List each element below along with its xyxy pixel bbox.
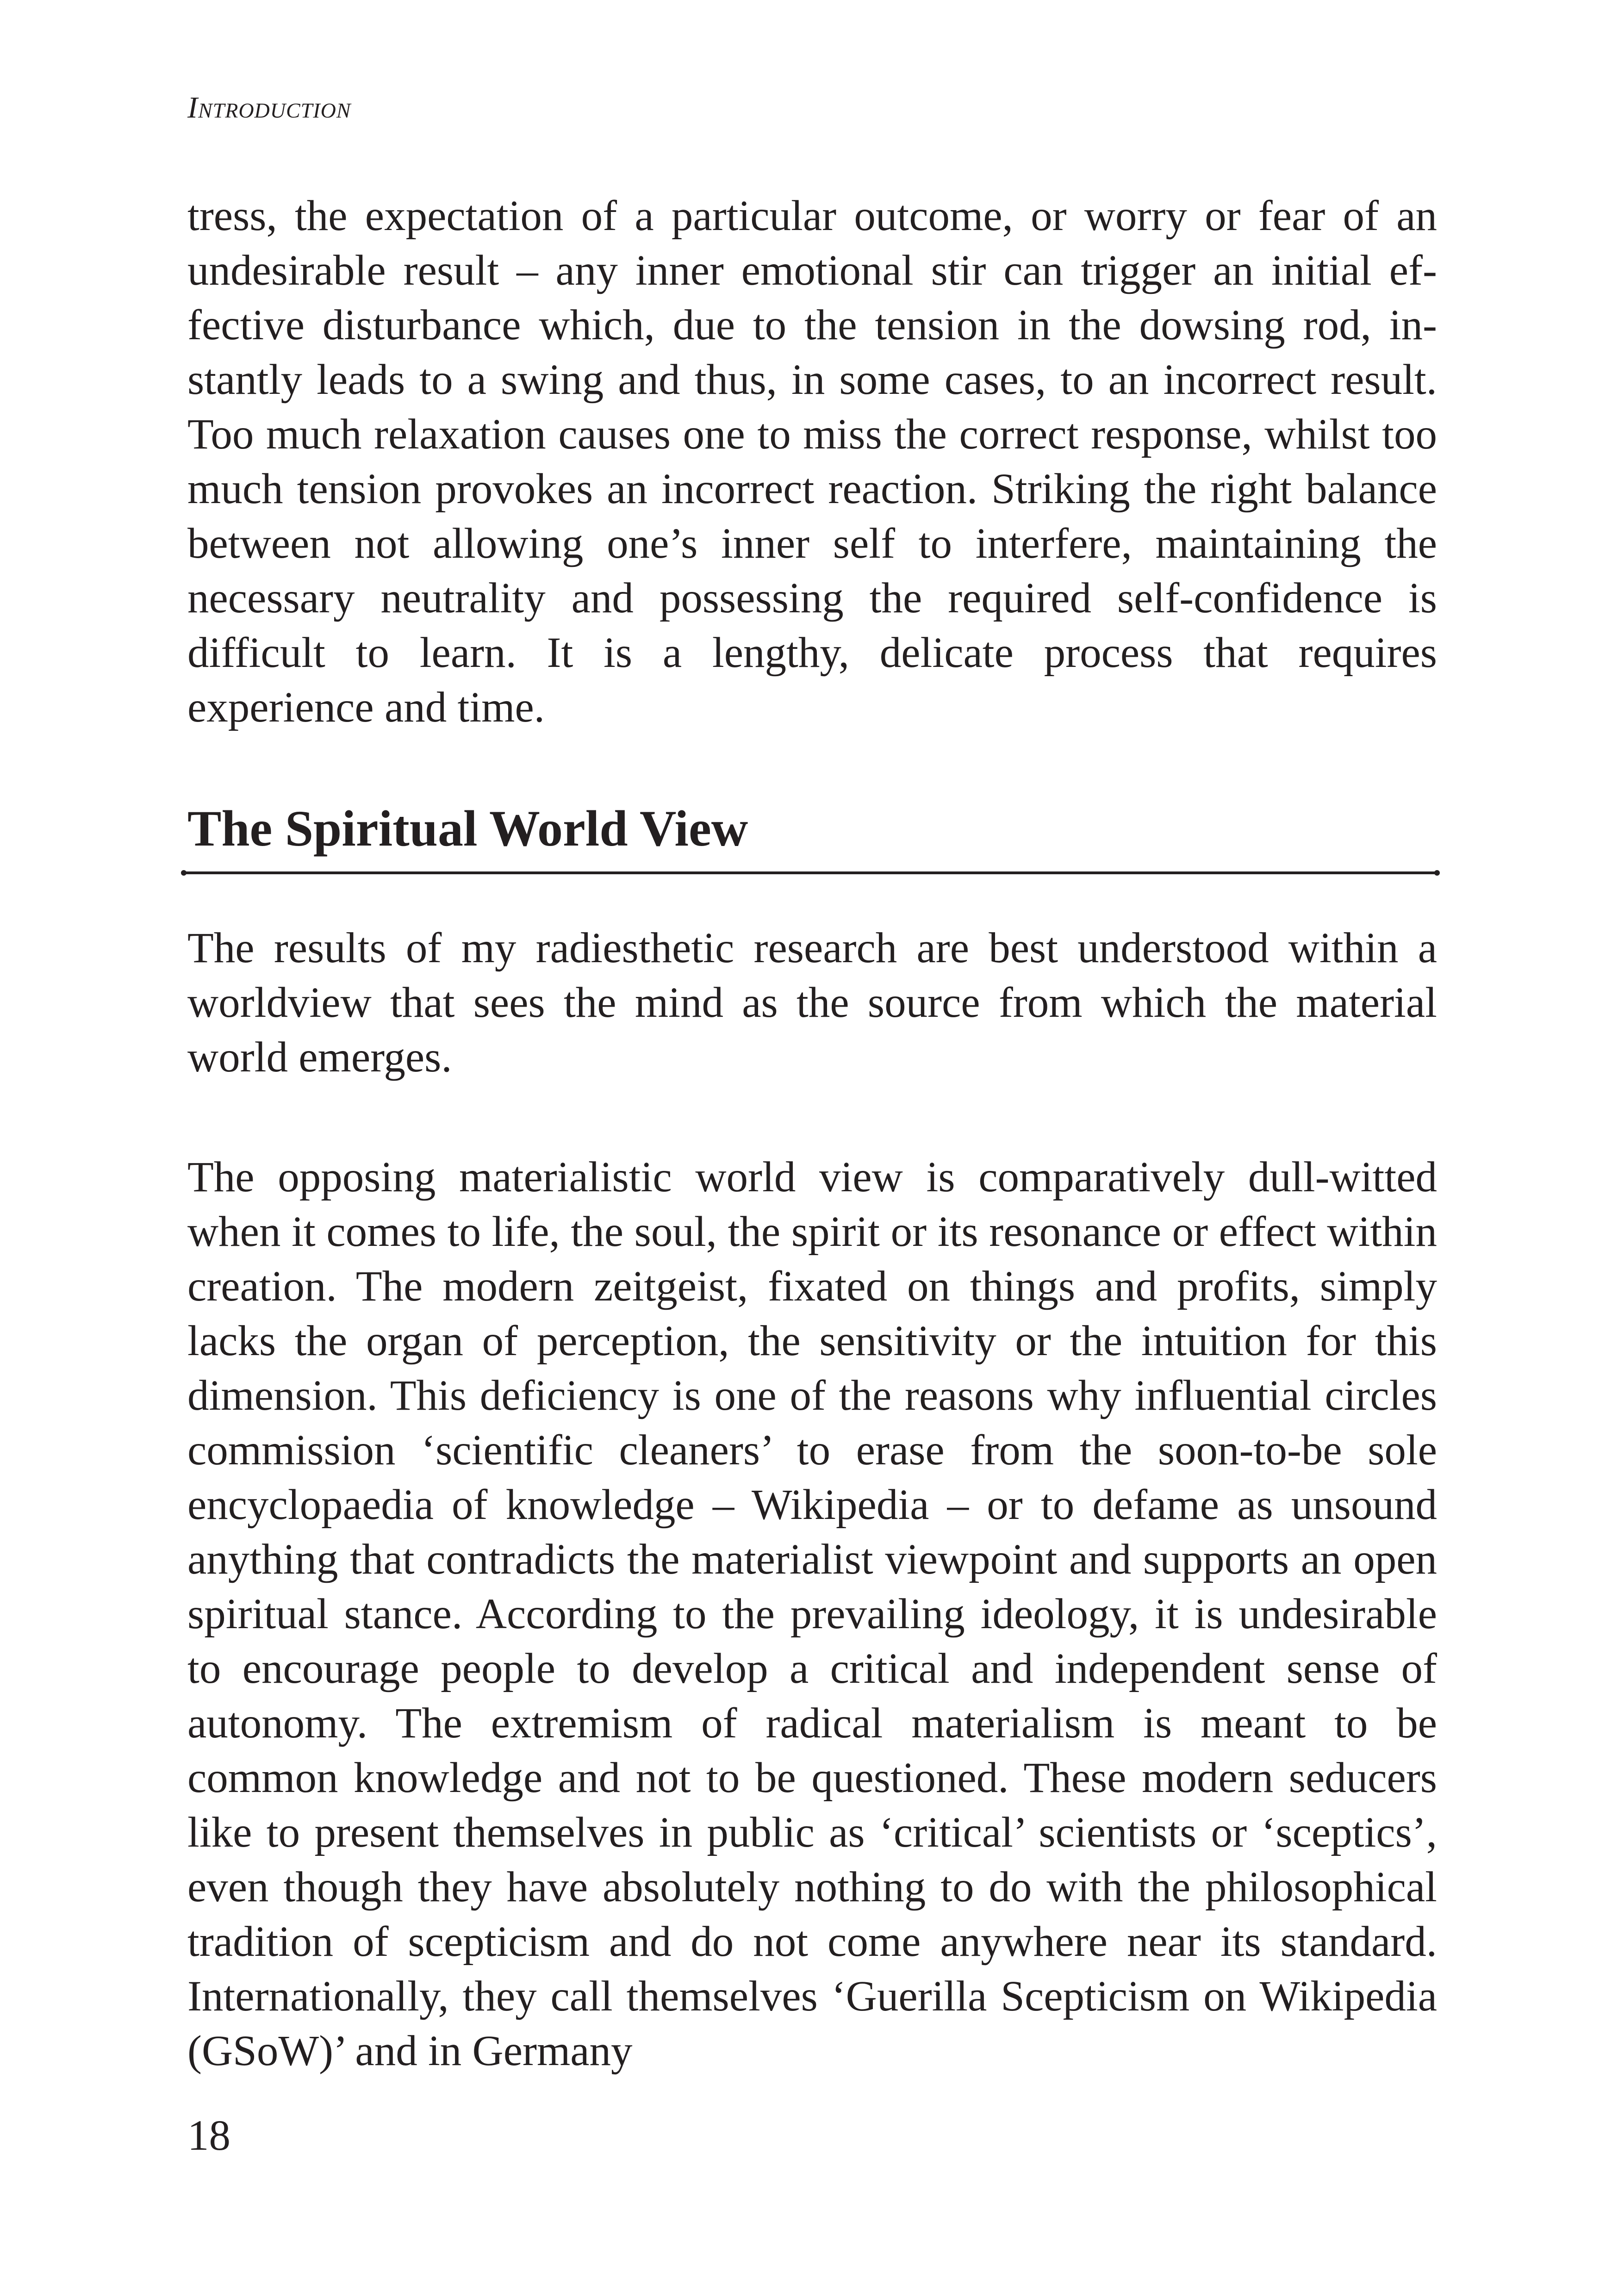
paragraph-block bbox=[187, 189, 1437, 735]
running-head: Introduction bbox=[187, 91, 351, 124]
paragraph-block bbox=[187, 1150, 1437, 2078]
heading-rule bbox=[183, 871, 1438, 874]
page-number: 18 bbox=[187, 2112, 230, 2159]
paragraph: The results of my radiesthetic research are best understood within a worldview that sees the mind as the source from which the material world emerges. bbox=[187, 924, 1437, 1081]
paragraph: The opposing materialistic world view is comparatively dull-witted when it comes to life, the soul, the spirit or its resonance or effect within creation. The modern zeitgeist, fixated on things and profits, simply lacks the organ of perception, the sensitivity or the intuition for this dimension. This deficiency is one of the reasons why influential circles commission ‘scientific cleaners’ to erase from the soon-to-be sole encyclopaedia of knowledge – Wikipedia – or to defame as unsound anything that contradicts the materialist viewpoint and supports an open spiritual stance. According to the prevailing ideology, it is undesirable to encourage people to develop a critical and independent sense of autonomy. The extremism of radical materialism is meant to be common knowledge and not to be questioned. These modern seducers like to present themselves in public as ‘critical’ scientists or ‘sceptics’, even though they have absolutely nothing to do with the philosophical tradition of scepticism and do not come anywhere near its standard. Internationally, they call themselves ‘Guerilla Scepticism on Wikipedia (GSoW)’ and in Germany bbox=[187, 1153, 1437, 2075]
section-heading: The Spiritual World View bbox=[187, 800, 748, 857]
paragraph: tress, the expectation of a particular outcome, or worry or fear of an undesirable result – any inner emotional stir can trigger an initial effective disturbance which, due to the tension in the dowsing rod, instantly leads to a swing and thus, in some cases, to an incorrect result. Too much relaxation causes one to miss the correct response, whilst too much tension provokes an incorrect reaction. Striking the right balance between not allowing one’s inner self to interfere, maintaining the necessary neutrality and possessing the required self-confidence is difficult to learn. It is a lengthy, delicate process that requires experience and time. bbox=[187, 192, 1437, 731]
paragraph-block bbox=[187, 921, 1437, 1085]
